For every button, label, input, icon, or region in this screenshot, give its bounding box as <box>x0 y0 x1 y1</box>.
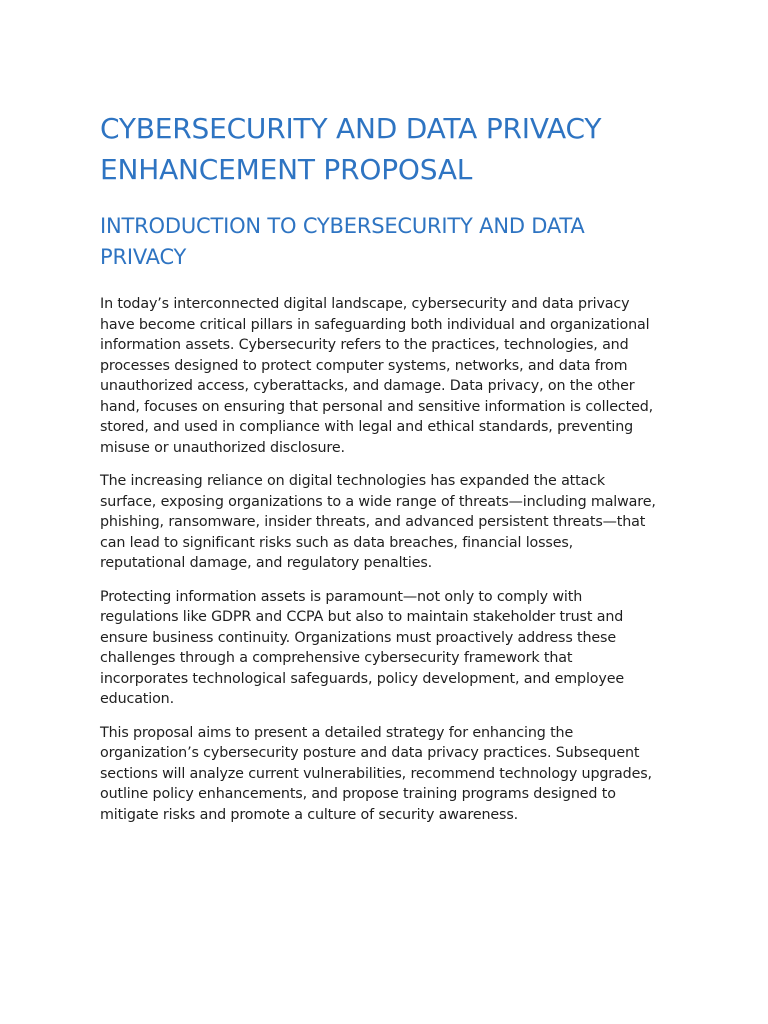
paragraph-1-rest: have become critical pillars in safeguarding both individual and organizational information assets. Cybersecurity refers to the practices, technologies, and processes designed to protect computer systems, networks, and data from unauthorized access, cyberattacks, and damage. Data privacy, on the other hand, focuses on ensuring that personal and sensitive information is collected, stored, and used in compliance with legal and ethical standards, preventing misuse or unauthorized disclosure. <box>100 316 654 456</box>
term-cybersecurity: cybersecurity <box>411 296 507 312</box>
document-page <box>100 108 660 838</box>
paragraph-3: Protecting information assets is paramount—not only to comply with regulations like GDPR and CCPA but also to maintain stakeholder trust and ensure business continuity. Organizations must proactively address these challenges through a comprehensive cybersecurity framework that incorporates technological safeguards, policy development, and employee education. <box>100 588 624 707</box>
document-title: CYBERSECURITY AND DATA PRIVACY ENHANCEMENT PROPOSAL <box>100 112 602 186</box>
paragraph-1-joiner: and <box>506 296 543 312</box>
section-heading: INTRODUCTION TO CYBERSECURITY AND DATA PRIVACY <box>100 214 585 269</box>
paragraph-1-lead: In today’s interconnected digital landscape, <box>100 296 412 312</box>
paragraph-2: The increasing reliance on digital technologies has expanded the attack surface, exposing organizations to a wide range of threats—including malware, phishing, ransomware, insider threats, and advanced persistent threats—that can lead to significant risks such as data breaches, financial losses, reputational damage, and regulatory penalties. <box>100 473 656 571</box>
document-body <box>100 294 660 825</box>
paragraph-1 <box>100 294 660 458</box>
term-data-privacy: data privacy <box>542 296 630 312</box>
paragraph-4: This proposal aims to present a detailed strategy for enhancing the organization’s cybersecurity posture and data privacy practices. Subsequent sections will analyze current vulnerabilities, recommend technology upgrades, outline policy enhancements, and propose training programs designed to mitigate risks and promote a culture of security awareness. <box>100 724 652 823</box>
